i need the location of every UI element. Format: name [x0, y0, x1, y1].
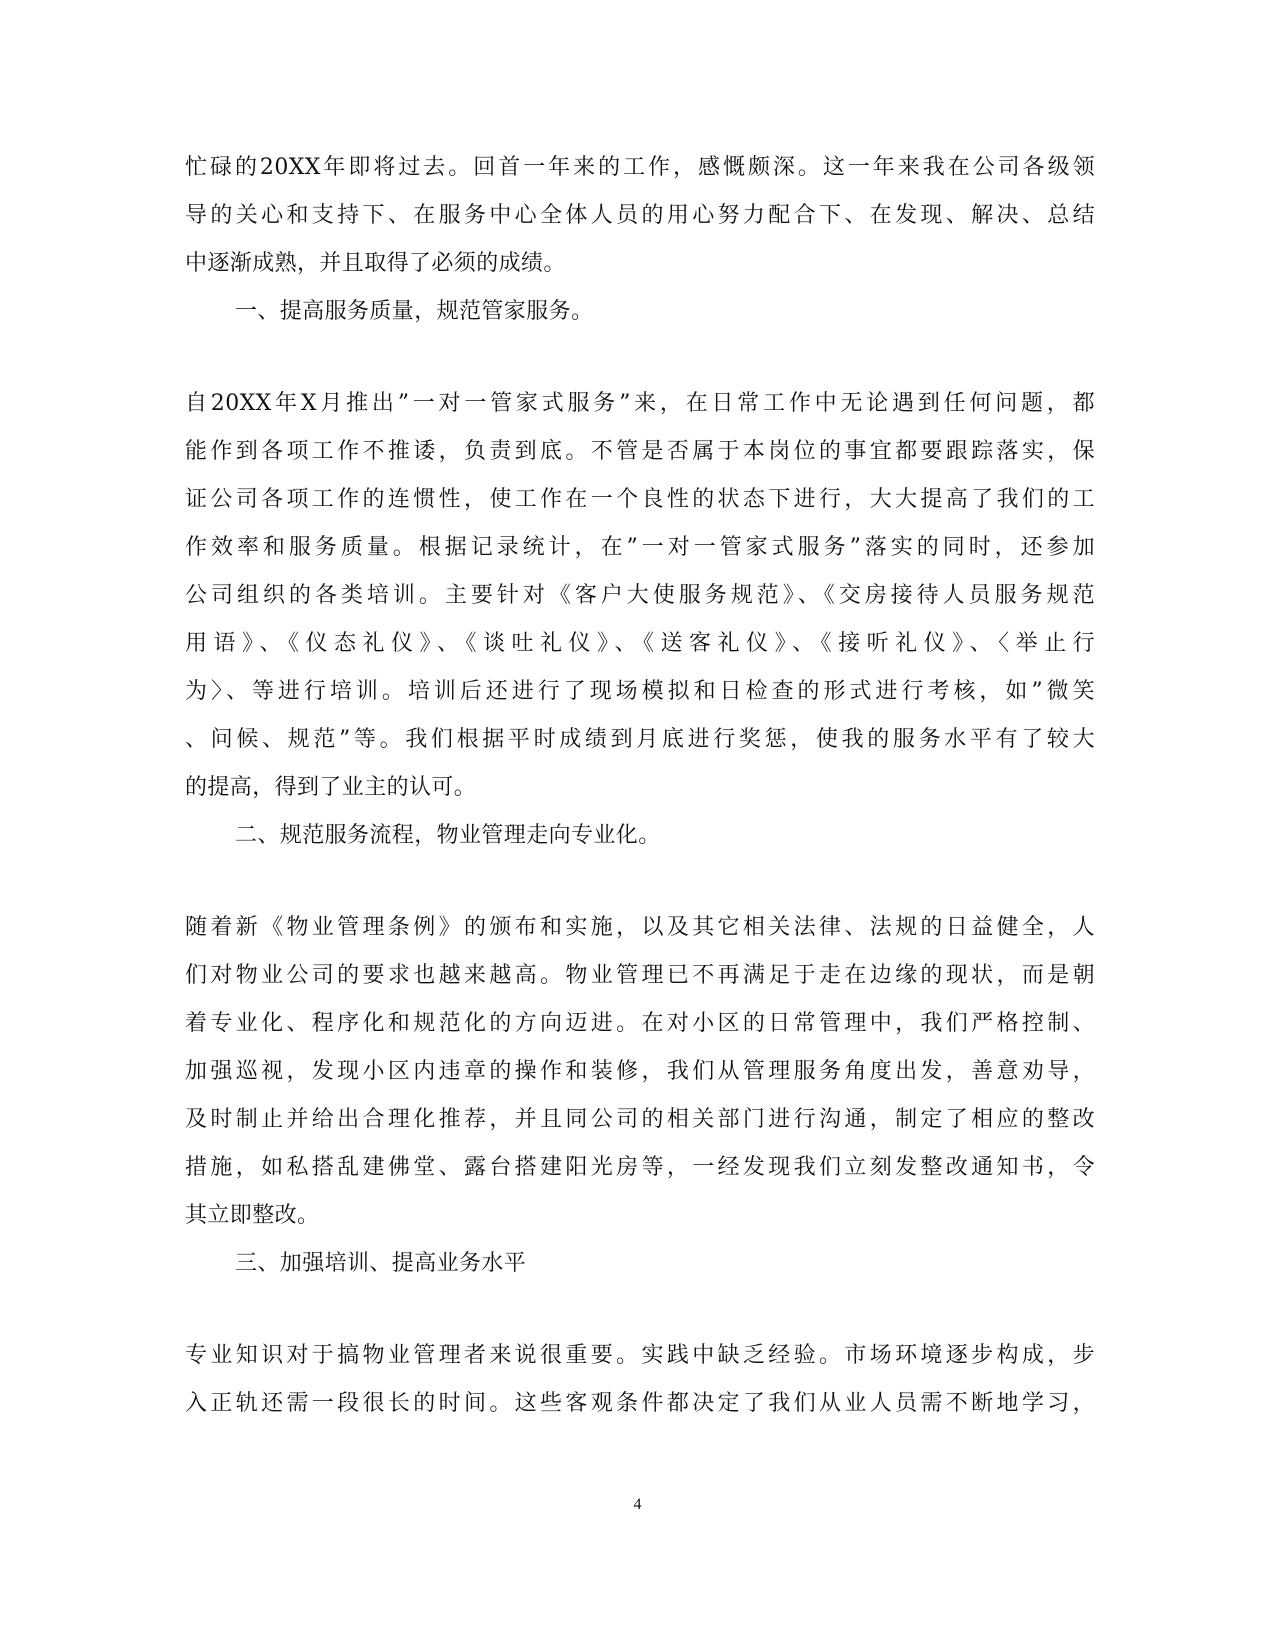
paragraph-line: 及时制止并给出合理化推荐，并且同公司的相关部门进行沟通，制定了相应的整改 [185, 1107, 1095, 1132]
paragraph-line: 入正轨还需一段很长的时间。这些客观条件都决定了我们从业人员需不断地学习， [185, 1391, 1095, 1416]
paragraph-line: 能作到各项工作不推诿，负责到底。不管是否属于本岗位的事宜都要跟踪落实，保 [185, 439, 1095, 464]
paragraph-line: 忙碌的20XX年即将过去。回首一年来的工作，感慨颇深。这一年来我在公司各级领 [185, 155, 1095, 180]
section-heading-1: 一、提高服务质量，规范管家服务。 [235, 299, 594, 324]
paragraph-line: 自20XX年X月推出”一对一管家式服务”来，在日常工作中无论遇到任何问题，都 [185, 391, 1095, 416]
paragraph-line: 专业知识对于搞物业管理者来说很重要。实践中缺乏经验。市场环境逐步构成，步 [185, 1343, 1095, 1368]
paragraph-line: 为〉、等进行培训。培训后还进行了现场模拟和日检查的形式进行考核，如”微笑 [185, 679, 1095, 704]
paragraph-line: 用语》、《仪态礼仪》、《谈吐礼仪》、《送客礼仪》、《接听礼仪》、〈举止行 [185, 631, 1095, 656]
paragraph-line: 随着新《物业管理条例》的颁布和实施，以及其它相关法律、法规的日益健全，人 [185, 915, 1095, 940]
paragraph-line: 公司组织的各类培训。主要针对《客户大使服务规范》、《交房接待人员服务规范 [185, 583, 1095, 608]
page-number: 4 [633, 1496, 642, 1513]
section-heading-2: 二、规范服务流程，物业管理走向专业化。 [235, 823, 661, 848]
paragraph-line: 着专业化、程序化和规范化的方向迈进。在对小区的日常管理中，我们严格控制、 [185, 1011, 1095, 1036]
paragraph-line: 其立即整改。 [185, 1203, 320, 1228]
paragraph-line: 中逐渐成熟，并且取得了必须的成绩。 [185, 251, 566, 276]
paragraph-line: 们对物业公司的要求也越来越高。物业管理已不再满足于走在边缘的现状，而是朝 [185, 963, 1095, 988]
paragraph-line: 作效率和服务质量。根据记录统计，在”一对一管家式服务”落实的同时，还参加 [185, 535, 1095, 560]
section-heading-3: 三、加强培训、提高业务水平 [235, 1251, 527, 1276]
paragraph-line: 措施，如私搭乱建佛堂、露台搭建阳光房等，一经发现我们立刻发整改通知书，令 [185, 1155, 1095, 1180]
paragraph-line: 加强巡视，发现小区内违章的操作和装修，我们从管理服务角度出发，善意劝导， [185, 1059, 1095, 1084]
paragraph-line: 、问候、规范”等。我们根据平时成绩到月底进行奖惩，使我的服务水平有了较大 [185, 727, 1095, 752]
paragraph-line: 导的关心和支持下、在服务中心全体人员的用心努力配合下、在发现、解决、总结 [185, 203, 1095, 228]
paragraph-line: 的提高，得到了业主的认可。 [185, 775, 477, 800]
paragraph-line: 证公司各项工作的连惯性，使工作在一个良性的状态下进行，大大提高了我们的工 [185, 487, 1095, 512]
